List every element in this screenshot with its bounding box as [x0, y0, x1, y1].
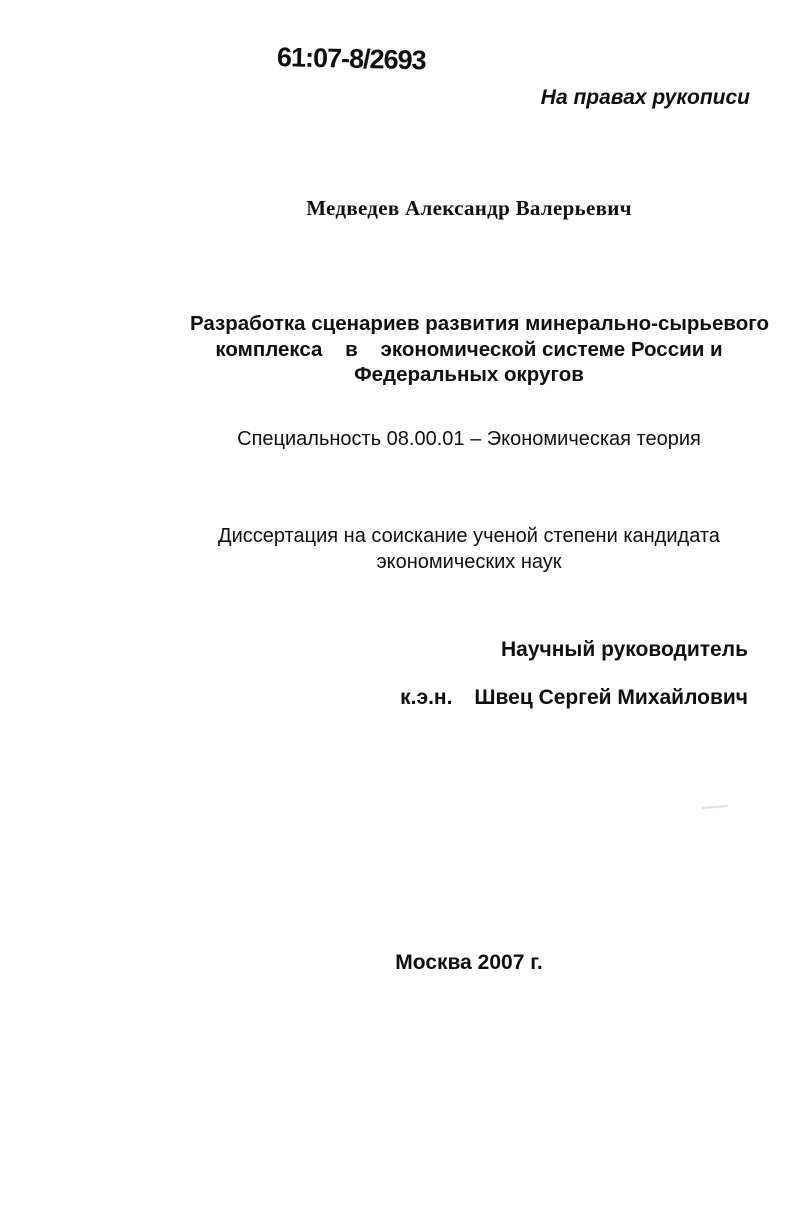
catalog-stamp-number: 61:07-8/2693: [276, 42, 426, 76]
title-line: Федеральных округов: [354, 363, 584, 386]
dissertation-title: [190, 311, 770, 388]
title-line: комплекса в экономической системе России и: [215, 337, 723, 361]
supervisor-name-line: [190, 686, 748, 710]
manuscript-rights-note: На правах рукописи: [540, 86, 750, 109]
title-line: Разработка сценариев развития минерально-сырьевого: [190, 312, 770, 335]
degree-statement-line: экономических наук: [376, 551, 562, 573]
degree-statement: [190, 523, 748, 575]
scan-artifact-mark: [702, 805, 728, 809]
supervisor-name: Швец Сергей Михайлович: [474, 686, 748, 709]
supervisor-heading: Научный руководитель: [500, 638, 748, 661]
author-name: Медведев Александр Валерьевич: [306, 196, 632, 220]
specialty-line: Специальность 08.00.01 – Экономическая теория: [237, 428, 701, 450]
place-year-line: Москва 2007 г.: [395, 951, 543, 974]
supervisor-degree: к.э.н.: [400, 686, 453, 709]
degree-statement-line: Диссертация на соискание ученой степени кандидата: [218, 525, 720, 547]
